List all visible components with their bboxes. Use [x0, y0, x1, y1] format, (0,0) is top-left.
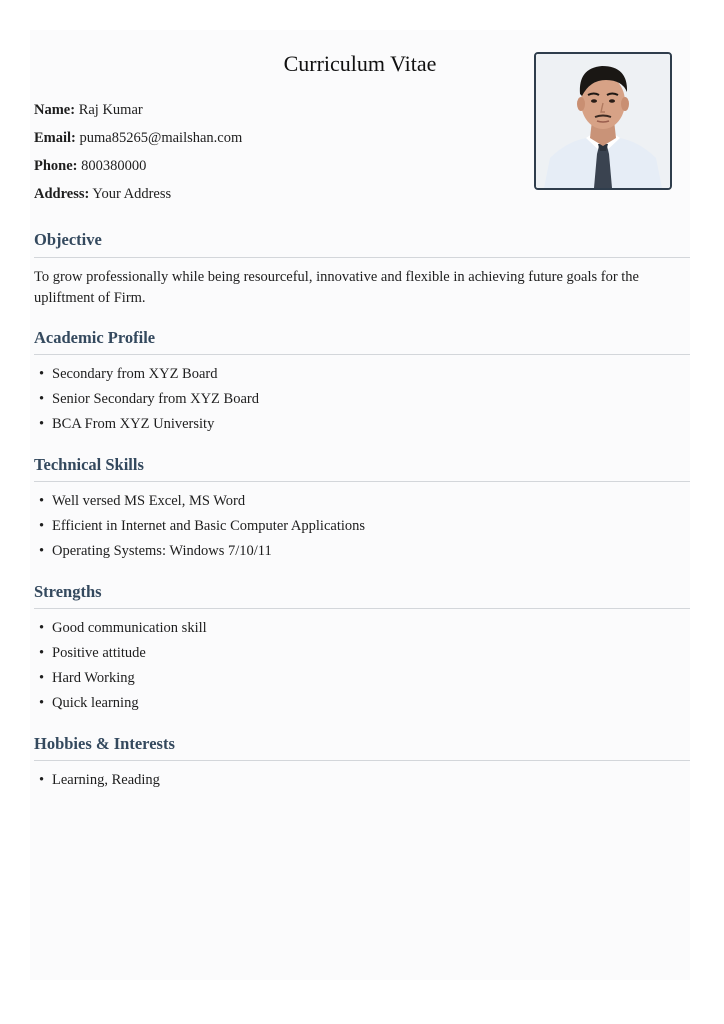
strengths-divider [34, 608, 690, 609]
skills-list [34, 489, 365, 564]
list-item: • Good communication skill [34, 616, 207, 641]
list-item: • Senior Secondary from XYZ Board [34, 387, 259, 412]
list-item: • BCA From XYZ University [34, 412, 259, 437]
person-avatar-icon [536, 54, 670, 188]
hobbies-divider [34, 760, 690, 761]
list-item: • Secondary from XYZ Board [34, 362, 259, 387]
hobbies-list [34, 768, 160, 793]
strengths-list [34, 616, 207, 716]
academic-heading: Academic Profile [34, 328, 156, 347]
list-item: • Efficient in Internet and Basic Computer Applications [34, 514, 365, 539]
strengths-heading: Strengths [34, 582, 102, 601]
contact-info [34, 96, 242, 208]
contact-address: Address: Your Address [34, 186, 172, 202]
list-item: • Hard Working [34, 666, 207, 691]
resume-page [30, 30, 690, 980]
academic-divider [34, 354, 690, 355]
email-value: puma85265@mailshan.com [79, 130, 243, 146]
objective-text: To grow professionally while being resourceful, innovative and flexible in achieving future goals for the upliftment of Firm. [34, 269, 639, 306]
list-item: • Learning, Reading [34, 768, 160, 793]
contact-email: Email: puma85265@mailshan.com [34, 130, 243, 146]
phone-value: 800380000 [81, 158, 147, 174]
skills-heading: Technical Skills [34, 455, 144, 474]
name-value: Raj Kumar [78, 102, 143, 118]
list-item: • Operating Systems: Windows 7/10/11 [34, 539, 365, 564]
profile-photo [534, 52, 672, 190]
hobbies-heading: Hobbies & Interests [34, 734, 175, 753]
page-title: Curriculum Vitae [283, 51, 437, 76]
objective-heading: Objective [34, 230, 102, 249]
list-item: • Quick learning [34, 691, 207, 716]
contact-name: Name: Raj Kumar [34, 102, 143, 118]
list-item: • Well versed MS Excel, MS Word [34, 489, 365, 514]
academic-list [34, 362, 259, 437]
skills-divider [34, 481, 690, 482]
objective-divider [34, 257, 690, 258]
list-item: • Positive attitude [34, 641, 207, 666]
address-value: Your Address [92, 186, 172, 202]
contact-phone: Phone: 800380000 [34, 158, 147, 174]
